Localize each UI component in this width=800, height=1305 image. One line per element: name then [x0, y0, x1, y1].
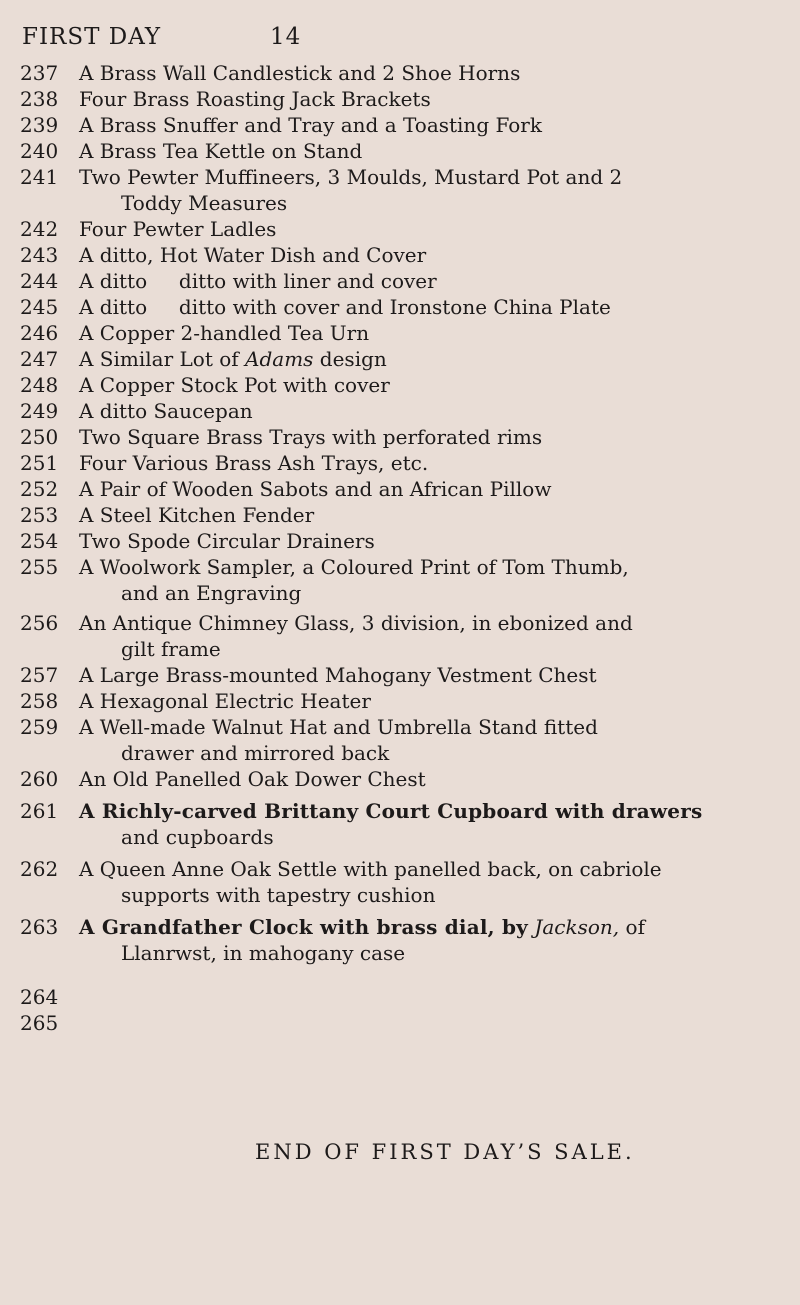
lot-description: Four Brass Roasting Jack Brackets — [79, 87, 431, 111]
lot-256 — [20, 610, 780, 662]
lot-number: 262 — [20, 857, 59, 881]
lot-description — [79, 610, 768, 662]
lot-number: 263 — [20, 915, 59, 939]
page-header — [22, 24, 302, 50]
lot-251 — [20, 450, 780, 476]
lot-245 — [20, 294, 780, 320]
lot-text-after: design — [313, 347, 387, 371]
lot-number: 255 — [20, 555, 59, 579]
lot-number: 241 — [20, 165, 59, 189]
end-of-sale-notice: END OF FIRST DAY’S SALE. — [255, 1140, 635, 1164]
lot-263 — [20, 914, 780, 966]
lot-description: An Old Panelled Oak Dower Chest — [79, 767, 426, 791]
lot-number: 250 — [20, 425, 59, 449]
lot-description: Four Pewter Ladles — [79, 217, 277, 241]
lot-description: A Brass Wall Candlestick and 2 Shoe Horns — [79, 61, 521, 85]
lot-text-after: of — [619, 915, 645, 939]
lot-description: Two Square Brass Trays with perforated rims — [79, 425, 543, 449]
lot-number: 254 — [20, 529, 59, 553]
lot-number: 252 — [20, 477, 59, 501]
lot-number: 245 — [20, 295, 59, 319]
lot-text: A Grandfather Clock with brass dial, by — [79, 915, 528, 939]
lot-number: 249 — [20, 399, 59, 423]
lot-line: A Richly-carved Brittany Court Cupboard with drawers — [79, 799, 703, 823]
lot-line-continued: Toddy Measures — [121, 191, 288, 215]
lot-description: A Brass Snuffer and Tray and a Toasting Fork — [79, 113, 542, 137]
lot-number: 258 — [20, 689, 59, 713]
lot-description: A Steel Kitchen Fender — [79, 503, 315, 527]
lot-line-continued: gilt frame — [121, 637, 221, 661]
lot-241 — [20, 164, 780, 216]
lot-254 — [20, 528, 780, 554]
maker-name: Adams — [245, 347, 314, 371]
lot-252 — [20, 476, 780, 502]
lot-258 — [20, 688, 780, 714]
lot-238 — [20, 86, 780, 112]
lot-line — [79, 914, 768, 940]
lot-line-continued: and cupboards — [121, 825, 274, 849]
lot-number: 260 — [20, 767, 59, 791]
lot-number: 238 — [20, 87, 59, 111]
lot-257 — [20, 662, 780, 688]
lot-description: A Pair of Wooden Sabots and an African Pillow — [79, 477, 552, 501]
lot-248 — [20, 372, 780, 398]
lot-description — [79, 856, 768, 908]
lot-number: 243 — [20, 243, 59, 267]
lot-240 — [20, 138, 780, 164]
lot-253 — [20, 502, 780, 528]
lot-line-continued: and an Engraving — [121, 581, 302, 605]
lot-number: 257 — [20, 663, 59, 687]
lot-list — [20, 60, 780, 1036]
lot-243 — [20, 242, 780, 268]
lot-number: 251 — [20, 451, 59, 475]
lot-number: 246 — [20, 321, 59, 345]
page-number: 14 — [270, 24, 302, 50]
lot-line: A Woolwork Sampler, a Coloured Print of Tom Thumb, — [79, 555, 629, 579]
lot-line-continued: Llanrwst, in mahogany case — [121, 941, 406, 965]
lot-line: A Well-made Walnut Hat and Umbrella Stand fitted — [79, 715, 598, 739]
lot-250 — [20, 424, 780, 450]
lot-number: 253 — [20, 503, 59, 527]
lot-description — [79, 914, 768, 966]
lot-244 — [20, 268, 780, 294]
lot-description: A Copper 2-handled Tea Urn — [79, 321, 370, 345]
lot-265 — [20, 1010, 780, 1036]
lot-description: A ditto Saucepan — [79, 399, 253, 423]
lot-number: 237 — [20, 61, 59, 85]
lot-number: 264 — [20, 985, 59, 1009]
lot-number: 244 — [20, 269, 59, 293]
lot-262 — [20, 856, 780, 908]
lot-239 — [20, 112, 780, 138]
lot-242 — [20, 216, 780, 242]
lot-description: A Hexagonal Electric Heater — [79, 689, 371, 713]
maker-name: Jackson, — [534, 915, 620, 939]
lot-description: A ditto, Hot Water Dish and Cover — [79, 243, 427, 267]
lot-description: A Brass Tea Kettle on Stand — [79, 139, 363, 163]
lot-description — [79, 554, 768, 606]
lot-number: 261 — [20, 799, 59, 823]
lot-number: 265 — [20, 1011, 59, 1035]
lot-description — [79, 346, 768, 372]
lot-264 — [20, 984, 780, 1010]
lot-description — [79, 714, 768, 766]
lot-line: Two Pewter Muffineers, 3 Moulds, Mustard Pot and 2 — [79, 165, 623, 189]
lot-237 — [20, 60, 780, 86]
lot-number: 247 — [20, 347, 59, 371]
lot-260 — [20, 766, 780, 792]
lot-number: 239 — [20, 113, 59, 137]
lot-255 — [20, 554, 780, 606]
lot-line: An Antique Chimney Glass, 3 division, in ebonized and — [79, 611, 633, 635]
lot-description: A Copper Stock Pot with cover — [79, 373, 390, 397]
lot-246 — [20, 320, 780, 346]
lot-261 — [20, 798, 780, 850]
lot-number: 240 — [20, 139, 59, 163]
lot-description: A ditto ditto with liner and cover — [79, 269, 437, 293]
lot-number: 256 — [20, 611, 59, 635]
lot-line-continued: drawer and mirrored back — [121, 741, 390, 765]
lot-247 — [20, 346, 780, 372]
lot-number: 242 — [20, 217, 59, 241]
lot-line: A Queen Anne Oak Settle with panelled back, on cabriole — [79, 857, 662, 881]
lot-number: 259 — [20, 715, 59, 739]
lot-description — [79, 798, 768, 850]
lot-text: A Similar Lot of — [79, 347, 239, 371]
lot-description: A Large Brass-mounted Mahogany Vestment Chest — [79, 663, 597, 687]
lot-line-continued: supports with tapestry cushion — [121, 883, 436, 907]
lot-description: Two Spode Circular Drainers — [79, 529, 375, 553]
page-title: FIRST DAY — [22, 24, 162, 50]
lot-description: A ditto ditto with cover and Ironstone China Plate — [79, 295, 611, 319]
lot-number: 248 — [20, 373, 59, 397]
lot-259 — [20, 714, 780, 766]
lot-description — [79, 164, 768, 216]
lot-description: Four Various Brass Ash Trays, etc. — [79, 451, 429, 475]
lot-249 — [20, 398, 780, 424]
